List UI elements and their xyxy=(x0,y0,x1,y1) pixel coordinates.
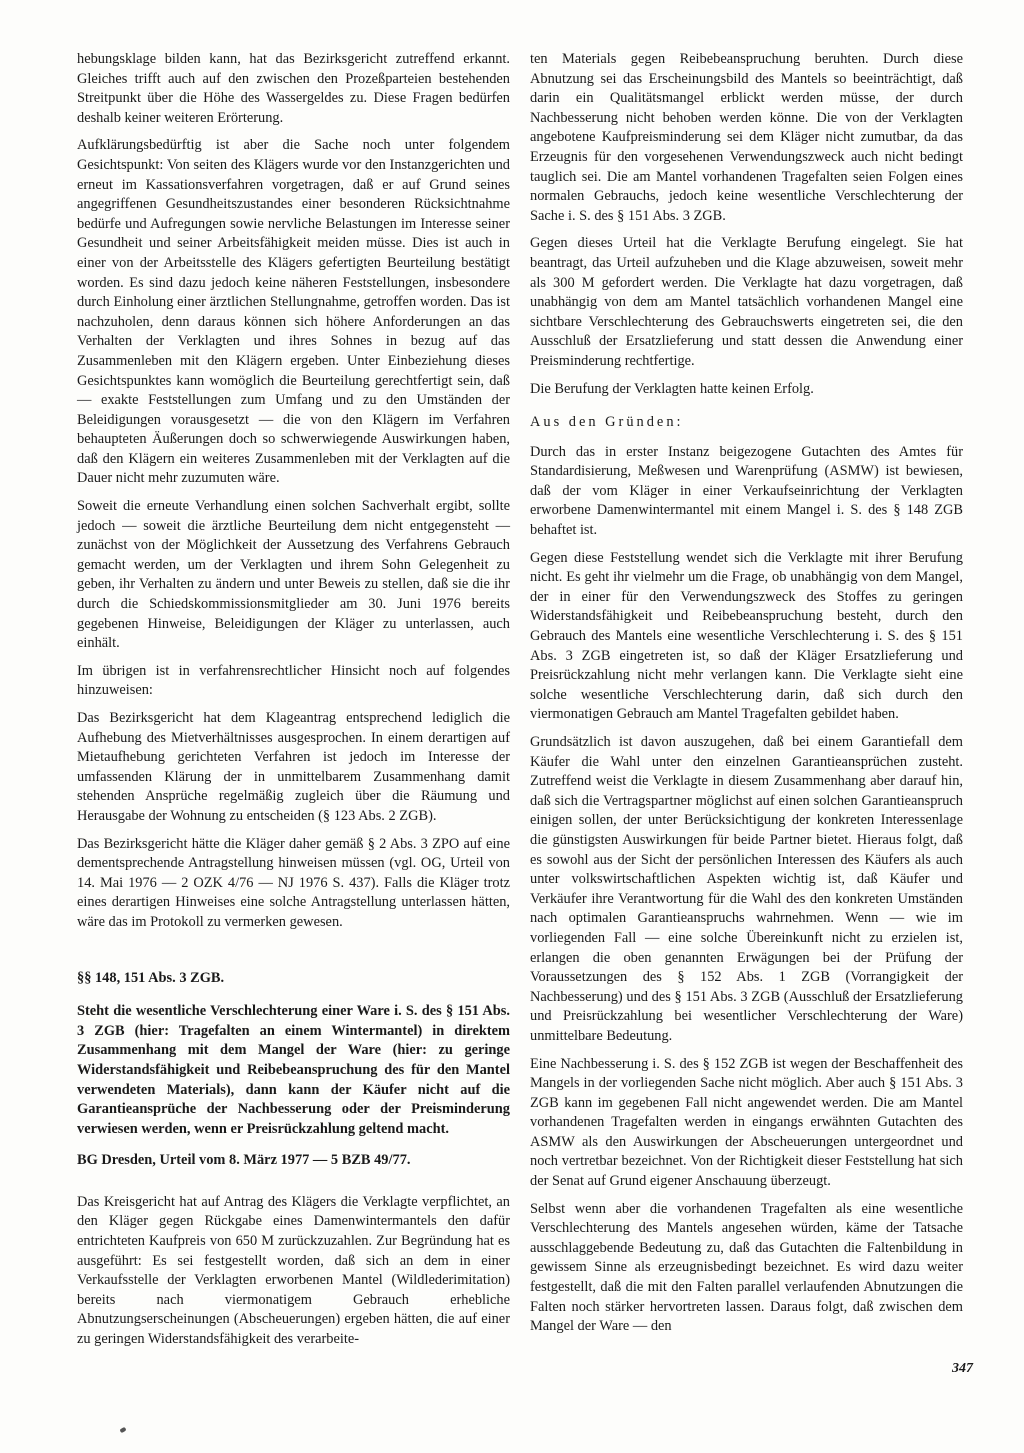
paragraph: Gegen dieses Urteil hat die Verklagte Berufung eingelegt. Sie hat beantragt, das Urteil aufzuheben und die Klage abzuweisen, soweit mehr als 300 M gefordert werden. Die Verklagte hat dazu vorgetragen, daß unabhängig von dem am Mantel tatsächlich vorhandenen Mangel eine sichtbare Verschlechterung des Gebrauchswerts eingetreten sei, die den Ausschluß der Ersatzlieferung und statt dessen die Anwendung einer Preisminderung rechtfertige. xyxy=(530,235,963,369)
paragraph: ten Materials gegen Reibebeanspruchung beruhten. Durch diese Abnutzung sei das Erscheinungsbild des Mantels so beeinträchtigt, daß darin ein Qualitätsmangel erblickt werden müsse, der durch Nachbesserung nicht behoben werden könne. Die von der Verklagten angebotene Kaufpreisminderung sei dem Kläger nicht zumutbar, da das Erzeugnis für den vorgesehenen Verwendungszweck auch nicht bedingt tauglich sei. Die am Mantel vorhandenen Tragefalten seien Folgen eines normalen Gebrauchs, jedoch keine wesentliche Verschlechterung der Sache i. S. des § 151 Abs. 3 ZGB. xyxy=(530,51,963,224)
paragraph: Eine Nachbesserung i. S. des § 152 ZGB ist wegen der Beschaffenheit des Mangels in der vorliegenden Sache nicht möglich. Aber auch § 151 Abs. 3 ZGB kann im gegebenen Fall nicht angewendet werden. Die am Mantel vorhandenen Tragefalten werden in eingangs erwähnten Gutachten des ASMW als den Auswirkungen der Abscheuerungen untergeordnet und noch vertretbar bezeichnet. Von der Richtigkeit dieser Feststellung hat sich der Senat auf Grund eigener Anschauung überzeugt. xyxy=(530,1055,963,1190)
page-number: 347 xyxy=(952,1361,973,1376)
case-paragraph: Das Kreisgericht hat auf Antrag des Klägers die Verklagte verpflichtet, an den Kläger gegen Rückgabe eines Damenwintermantels den dafür entrichteten Kaufpreis von 650 M zurückzuzahlen. Zur Begründung hat es ausgeführt: Es sei festgestellt worden, daß sich an dem in einer Verkaufsstelle der Verklagten erworbenen Mantel (Wildlederimitation) bereits nach viermonatigem Gebrauch erhebliche Abnutzungserscheinungen (Abscheuerungen) ergeben hätten, die auf einer zu geringen Widerstandsfähigkeit des verarbeite- xyxy=(77,1193,510,1348)
paragraph: Selbst wenn aber die vorhandenen Tragefalten als eine wesentliche Verschlechterung des Mantels angesehen würden, käme der Tatsache ausschlaggebende Bedeutung zu, daß das Gutachten die Faltenbildung in gewissem Sinne als erzeugnisbedingt bezeichnet. Es wird dazu weiter festgestellt, daß die mit den Falten parallel verlaufenden Abnutzungen die Falten noch stärker hervortreten lassen. Daraus folgt, daß zwischen dem Mangel der Ware — den xyxy=(530,1200,963,1335)
paragraph: Aufklärungsbedürftig ist aber die Sache noch unter folgendem Gesichtspunkt: Von seiten des Klägers wurde vor den Instanzgerichten und erneut im Kassationsverfahren vorgetragen, daß er auf Grund seines angegriffenen Gesundheitszustandes einer besonderen Rücksichtnahme bedürfe und Aufregungen sowie nervliche Belastungen im Interesse seiner Gesundheit und seiner Arbeitsfähigkeit meiden müsse. Dies ist auch in einer von der Arbeitsstelle des Klägers gefertigten Beurteilung bestätigt worden. Es sind dazu jedoch keine näheren Feststellungen, insbesondere durch Einholung einer ärztlichen Stellungnahme, getroffen worden. Das ist nachzuholen, denn daraus können sich höhere Anforderungen an das Verhalten der Verklagten und ihres Sohnes in bezug auf das Zusammenleben mit den Klägern ergeben. Unter Einbeziehung dieses Gesichtspunktes kann womöglich die Beurteilung gerechtfertigt sein, daß — exakte Feststellungen zum Umfang und zu den Umständen der Beleidigungen vorausgesetzt — die von den Klägern im Verfahren behaupteten Äußerungen doch so schwerwiegende Auswirkungen haben, daß den Klägern ein weiteres Zusammenleben mit der Verklagten auf die Dauer nicht mehr zuzumuten wäre. xyxy=(77,137,510,487)
paragraph: Im übrigen ist in verfahrensrechtlicher Hinsicht noch auf folgendes hinzuweisen: xyxy=(77,662,510,699)
section-heading: §§ 148, 151 Abs. 3 ZGB. xyxy=(77,969,225,986)
leitsatz: Steht die wesentliche Verschlechterung einer Ware i. S. des § 151 Abs. 3 ZGB (hier: Tragefalten an einem Wintermantel) in direktem Zusammenhang mit dem Mangel der Ware (hier: zu geringe Widerstandsfähigkeit und Reibebeanspruchung des für den Mantel verwendeten Materials), dann kann der Käufer nicht auf die Garantieansprüche der Nachbesserung oder der Preisminderung verwiesen werden, wenn er Preisrückzahlung geltend macht. xyxy=(77,1003,510,1137)
paragraph: Das Bezirksgericht hat dem Klageantrag entsprechend lediglich die Aufhebung des Mietverhältnisses ausgesprochen. In einem derartigen auf Mietaufhebung gerichteten Verfahren ist jedoch im Interesse der umfassenden Klärung der in unmittelbarem Zusammenhang damit stehenden Ansprüche regelmäßig zugleich über die Räumung und Herausgabe der Wohnung zu entscheiden (§ 123 Abs. 2 ZGB). xyxy=(77,710,510,824)
paragraph: Die Berufung der Verklagten hatte keinen Erfolg. xyxy=(530,380,814,397)
paragraph: Das Bezirksgericht hätte die Kläger daher gemäß § 2 Abs. 3 ZPO auf eine dementsprechende Antragstellung hinweisen müssen (vgl. OG, Urteil von 14. Mai 1976 — 2 OZK 4/76 — NJ 1976 S. 437). Falls die Kläger trotz eines derartigen Hinweises eine solche Antragstellung unterlassen hätten, wäre das im Protokoll zu vermerken gewesen. xyxy=(77,835,510,930)
paragraph: Durch das in erster Instanz beigezogene Gutachten des Amtes für Standardisierung, Meßwesen und Warenprüfung (ASMW) ist bewiesen, daß der vom Kläger in einer Verkaufseinrichtung der Verklagten erworbene Damenwintermantel mit einem Mangel i. S. des § 148 ZGB behaftet ist. xyxy=(530,443,963,539)
paragraph: hebungsklage bilden kann, hat das Bezirksgericht zutreffend erkannt. Gleiches trifft auch auf den zwischen den Prozeßparteien bestehenden Streitpunkt über die Höhe des Wassergeldes zu. Diese Fragen bedürfen deshalb keiner weiteren Erörterung. xyxy=(77,51,510,126)
right-column xyxy=(530,50,963,1345)
court-reference: BG Dresden, Urteil vom 8. März 1977 — 5 BZB 49/77. xyxy=(77,1152,411,1169)
left-column xyxy=(77,50,510,1358)
paragraph: Soweit die erneute Verhandlung einen solchen Sachverhalt ergibt, sollte jedoch — soweit die ärztliche Beurteilung dem nicht entgegensteht — zunächst von der Möglichkeit der Aussetzung des Verfahrens Gebrauch gemacht werden, um der Verklagten und ihrem Sohn Gelegenheit zu geben, ihr Verhalten zu ändern und unter Beweis zu stellen, daß sie die ihr durch die Schiedskommissionsmitglieder am 30. Juni 1976 bereits gegebenen Hinweise, Beleidigungen der Kläger zu unterlassen, auch einhält. xyxy=(77,498,510,652)
grounds-heading: Aus den Gründen: xyxy=(530,414,684,431)
paragraph: Grundsätzlich ist davon auszugehen, daß bei einem Garantiefall dem Käufer die Wahl unter den einzelnen Garantieansprüchen zusteht. Zutreffend weist die Verklagte in diesem Zusammenhang aber darauf hin, daß sich die Vertragspartner möglichst auf einen solchen Garantieanspruch einigen sollen, der unter Berücksichtigung der konkreten Interessenlage die günstigsten Auswirkungen für beide Partner bietet. Hieraus folgt, daß es sowohl aus der Sicht der persönlichen Interessen des Käufers als auch unter volkswirtschaftlichen Aspekten wichtig ist, daß Käufer und Verkäufer ihre Verantwortung für die Wahl des den konkreten Umständen nach optimalen Garantieanspruchs wahrnehmen. Wenn — wie im vorliegenden Fall — eine solche Übereinkunft nicht zu erzielen ist, erlangen die oben genannten Erwägungen bei der Prüfung der Voraussetzungen des § 152 Abs. 1 ZGB (Vorrangigkeit der Nachbesserung) und des § 151 Abs. 3 ZGB (Ausschluß der Ersatzlieferung und Preisrückzahlung bei wesentlicher Verschlechterung der Ware) unmittelbare Bedeutung. xyxy=(530,734,963,1044)
scan-mark xyxy=(119,1427,126,1433)
paragraph: Gegen diese Feststellung wendet sich die Verklagte mit ihrer Berufung nicht. Es geht ihr vielmehr um die Frage, ob unabhängig von dem Mangel, der in einer für den Verwendungszweck des Stoffes zu geringen Widerstandsfähigkeit und Reibebeanspruchung besteht, durch den Gebrauch des Mantels eine wesentliche Verschlechterung i. S. des § 151 Abs. 3 ZGB eingetreten ist, so daß der Kläger Ersatzlieferung und Preisrückzahlung nicht mehr verlangen kann. Die Verklagte sieht eine solche wesentliche Verschlechterung darin, daß sich durch den viermonatigen Gebrauch am Mantel Tragefalten gebildet haben. xyxy=(530,549,963,723)
